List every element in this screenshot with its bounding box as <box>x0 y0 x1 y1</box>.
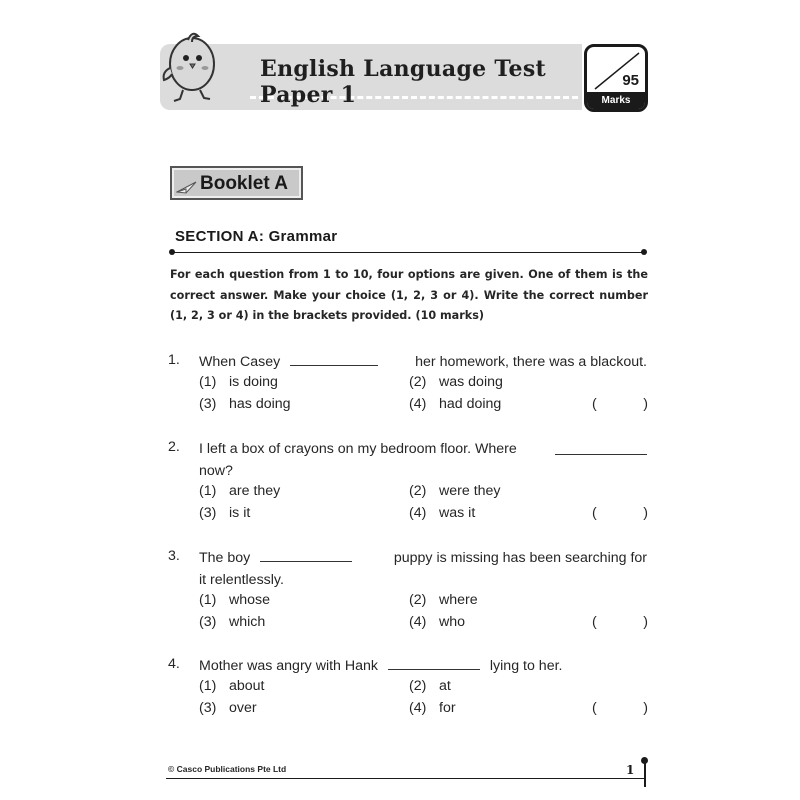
instructions-text: For each question from 1 to 10, four options are given. One of them is the correct answer. Make your choice (1, 2, 3 or 4). Write the correct number (1, 2, 3 or 4) in the brackets provided. (10 marks) <box>170 268 648 322</box>
option-2: (2) at <box>409 678 451 694</box>
option-3: (3) over <box>199 700 257 716</box>
answer-brackets[interactable]: ( ) <box>592 614 648 630</box>
copyright-text: © Casco Publications Pte Ltd <box>168 764 287 774</box>
answer-blank <box>388 656 480 670</box>
footer-marker-dot <box>641 757 648 764</box>
stem-before: The boy <box>199 550 251 566</box>
marks-box <box>584 44 648 112</box>
booklet-badge <box>170 166 303 200</box>
answer-brackets[interactable]: ( ) <box>592 505 648 521</box>
answer-brackets[interactable]: ( ) <box>592 396 648 412</box>
marks-label: Marks <box>587 92 645 109</box>
question-stem <box>199 352 647 374</box>
option-1: (1) about <box>199 678 265 694</box>
option-2: (2) were they <box>409 483 501 499</box>
option-3: (3) which <box>199 614 266 630</box>
answer-blank <box>260 548 352 562</box>
chick-mascot-icon <box>152 28 232 106</box>
option-4: (4) was it <box>409 505 476 521</box>
section-title: SECTION A: Grammar <box>175 228 338 245</box>
option-2: (2) was doing <box>409 374 503 390</box>
option-3: (3) is it <box>199 505 251 521</box>
answer-blank <box>555 441 647 455</box>
divider-dot-left <box>169 249 175 255</box>
option-3: (3) has doing <box>199 396 291 412</box>
stem-after: puppy is missing has been searching for <box>393 550 647 566</box>
stem-after: her homework, there was a blackout. <box>415 354 647 370</box>
option-1: (1) is doing <box>199 374 278 390</box>
option-4: (4) had doing <box>409 396 502 412</box>
question-number: 4. <box>168 656 180 672</box>
answer-brackets[interactable]: ( ) <box>592 700 648 716</box>
option-1: (1) are they <box>199 483 281 499</box>
booklet-label: Booklet A <box>200 173 288 194</box>
stem-after: lying to her. <box>489 658 563 674</box>
question-stem <box>199 548 647 591</box>
page-number: 1 <box>626 763 635 777</box>
option-4: (4) who <box>409 614 466 630</box>
answer-blank <box>290 352 378 366</box>
stem-before: Mother was angry with Hank <box>199 658 378 674</box>
option-1: (1) whose <box>199 592 271 608</box>
section-divider <box>172 252 644 253</box>
question-number: 2. <box>168 439 180 455</box>
footer-divider <box>166 778 644 779</box>
marks-total: 95 <box>622 72 639 89</box>
stem-line-2: it relentlessly. <box>199 571 284 588</box>
divider-dot-right <box>641 249 647 255</box>
stem-line-2: now? <box>199 462 233 479</box>
footer-marker-line <box>644 761 646 787</box>
question-number: 3. <box>168 548 180 564</box>
question-stem <box>199 656 647 678</box>
question-stem <box>199 439 647 482</box>
question-number: 1. <box>168 352 180 368</box>
page-title: English Language Test Paper 1 <box>260 56 546 108</box>
option-2: (2) where <box>409 592 478 608</box>
option-4: (4) for <box>409 700 456 716</box>
paper-plane-icon <box>176 180 198 194</box>
stem-before: I left a box of crayons on my bedroom floor. Where <box>199 441 517 457</box>
stem-before: When Casey <box>199 354 281 370</box>
